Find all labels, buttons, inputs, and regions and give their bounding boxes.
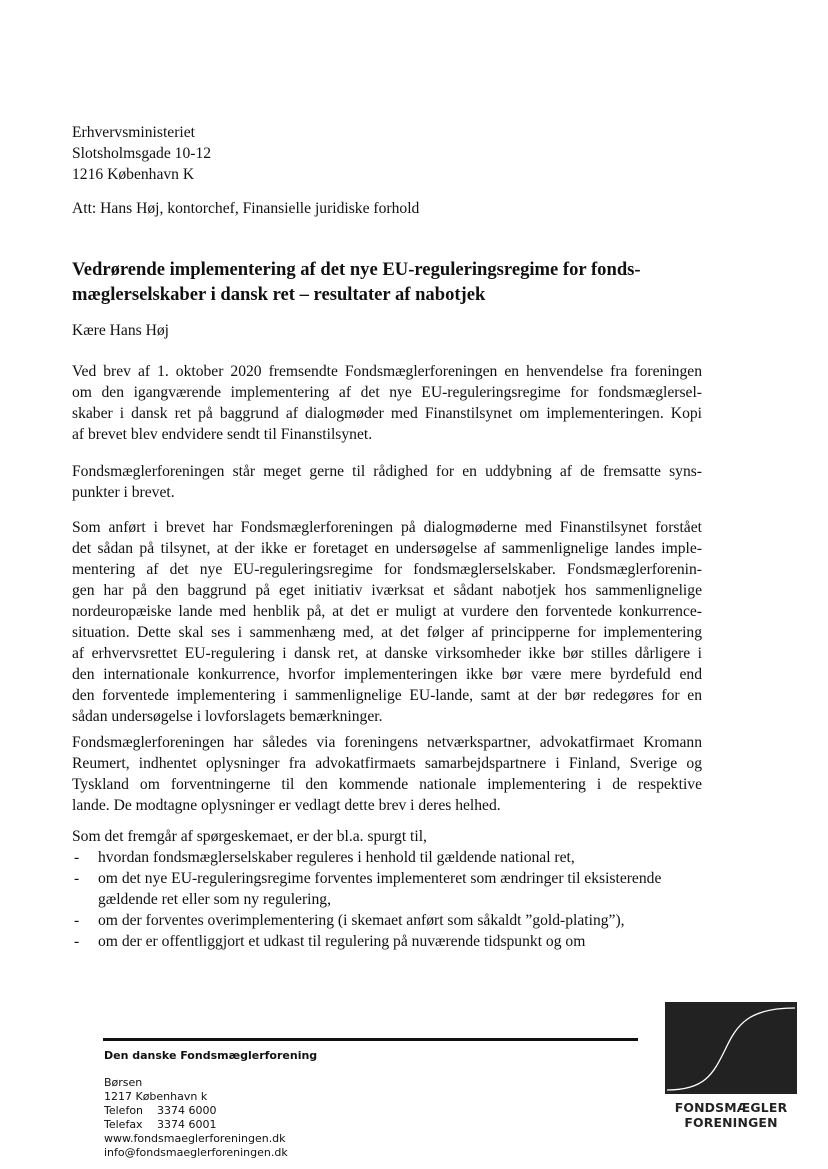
recipient-city: 1216 København K: [72, 166, 195, 183]
dash-bullet: -: [74, 912, 80, 929]
footer-email: info@fondsmaeglerforeningen.dk: [104, 1146, 288, 1159]
list-item-line: om der forventes overimplementering (i skemaet anført som såkaldt ”gold-plating”),: [98, 912, 625, 929]
footer-address-line: Børsen: [104, 1076, 143, 1089]
paragraph-line: af erhvervsrettet EU-regulering i dansk ret, at danske virksomheder ikke bør stilles dårligere i: [72, 645, 702, 662]
paragraph-line: lande. De modtagne oplysninger er vedlagt dette brev i deres helhed.: [72, 797, 501, 814]
list-item-line: gældende ret eller som ny regulering,: [98, 891, 331, 908]
letter-subject: [72, 257, 712, 307]
paragraph-line: om den igangværende implementering af det nye EU-reguleringsregime for fondsmæglersel-: [72, 384, 702, 401]
list-item: [72, 931, 712, 952]
attention-line: Att: Hans Høj, kontorchef, Finansielle juridiske forhold: [72, 200, 420, 217]
subject-line-2: mæglerselskaber i dansk ret – resultater af nabotjek: [72, 284, 486, 305]
footer-org-name: Den danske Fondsmæglerforening: [104, 1049, 318, 1062]
paragraph-line: mentering af det nye EU-reguleringsregime for fondsmæglerselskaber. Fondsmæglerforenin-: [72, 561, 702, 578]
footer-phone-row: [104, 1104, 288, 1118]
dash-bullet: -: [74, 849, 80, 866]
fax-label: Telefax: [104, 1118, 143, 1131]
logo-text-line-1: FONDSMÆGLER: [674, 1100, 788, 1115]
recipient-address: [72, 122, 211, 185]
footer-address-line: 1217 København k: [104, 1090, 208, 1103]
paragraph-line: sådan undersøgelse i lovforslagets bemærkninger.: [72, 708, 383, 725]
paragraph-line: den internationale konkurrence, hvorfor implementeringen ikke bør være mere byrdefuld end: [72, 666, 702, 683]
list-item: [72, 910, 712, 931]
paragraph-line: skaber i dansk ret på baggrund af dialogmøder med Finanstilsynet om implementeringen. Kopi: [72, 405, 702, 422]
footer-website: www.fondsmaeglerforeningen.dk: [104, 1132, 286, 1145]
dash-bullet: -: [74, 870, 80, 887]
list-item-line: hvordan fondsmæglerselskaber reguleres i henhold til gældende national ret,: [98, 849, 575, 866]
salutation: Kære Hans Høj: [72, 322, 170, 339]
logo-mark: [665, 1002, 797, 1094]
paragraph-2: [72, 461, 702, 503]
footer-address: [104, 1076, 288, 1160]
list-intro: Som det fremgår af spørgeskemaet, er der bl.a. spurgt til,: [72, 828, 427, 845]
fax-number: 3374 6001: [157, 1118, 217, 1131]
paragraph-line: Fondsmæglerforeningen står meget gerne til rådighed for en uddybning af de fremsatte syns-: [72, 463, 702, 480]
recipient-street: Slotsholmsgade 10-12: [72, 145, 212, 162]
paragraph-line: Ved brev af 1. oktober 2020 fremsendte Fondsmæglerforeningen en henvendelse fra foreningen: [72, 363, 702, 380]
list-item-line: om det nye EU-reguleringsregime forventes implementeret som ændringer til eksisterende: [98, 870, 662, 887]
list-item-line: om der er offentliggjort et udkast til regulering på nuværende tidspunkt og om: [98, 933, 586, 950]
footer-divider: [103, 1038, 638, 1041]
paragraph-line: gen har på den baggrund på eget initiativ iværksat et sådant nabotjek hos sammenlignelige: [72, 582, 702, 599]
subject-line-1: Vedrørende implementering af det nye EU-reguleringsregime for fonds-: [72, 259, 641, 280]
paragraph-line: punkter i brevet.: [72, 484, 175, 501]
paragraph-line: det sådan på tilsynet, at der ikke er foretaget en undersøgelse af sammenlignelige landes imple-: [72, 540, 702, 557]
paragraph-line: situation. Dette skal ses i sammenhæng med, at det følger af principperne for implementering: [72, 624, 702, 641]
paragraph-line: af brevet blev endvidere sendt til Finanstilsynet.: [72, 426, 373, 443]
paragraph-1: [72, 361, 702, 445]
paragraph-4: [72, 732, 702, 816]
paragraph-3: [72, 517, 702, 727]
paragraph-line: Fondsmæglerforeningen har således via foreningens netværkspartner, advokatfirmaet Kromann: [72, 734, 702, 751]
paragraph-line: nordeuropæiske lande med henblik på, at det er muligt at vurdere den forventede konkurrence-: [72, 603, 702, 620]
recipient-name: Erhvervsministeriet: [72, 124, 195, 141]
paragraph-line: Som anført i brevet har Fondsmæglerforeningen på dialogmøderne med Finanstilsynet forstået: [72, 519, 702, 536]
dash-bullet: -: [74, 933, 80, 950]
list-item: [72, 868, 712, 910]
phone-label: Telefon: [104, 1104, 144, 1117]
question-list: [72, 847, 712, 952]
logo-text-line-2: FORENINGEN: [684, 1115, 778, 1130]
footer-fax-row: [104, 1118, 288, 1132]
phone-number: 3374 6000: [157, 1104, 217, 1117]
logo-wordmark: [662, 1100, 800, 1130]
list-item: [72, 847, 712, 868]
logo-curve-icon: [665, 1002, 797, 1094]
paragraph-line: Tyskland om forventningerne til den kommende nationale implementering i de respektive: [72, 776, 702, 793]
paragraph-line: den forventede implementering i sammenlignelige EU-lande, samt at der bør redegøres for en: [72, 687, 702, 704]
paragraph-line: Reumert, indhentet oplysninger fra advokatfirmaets samarbejdspartnere i Finland, Sverige og: [72, 755, 702, 772]
